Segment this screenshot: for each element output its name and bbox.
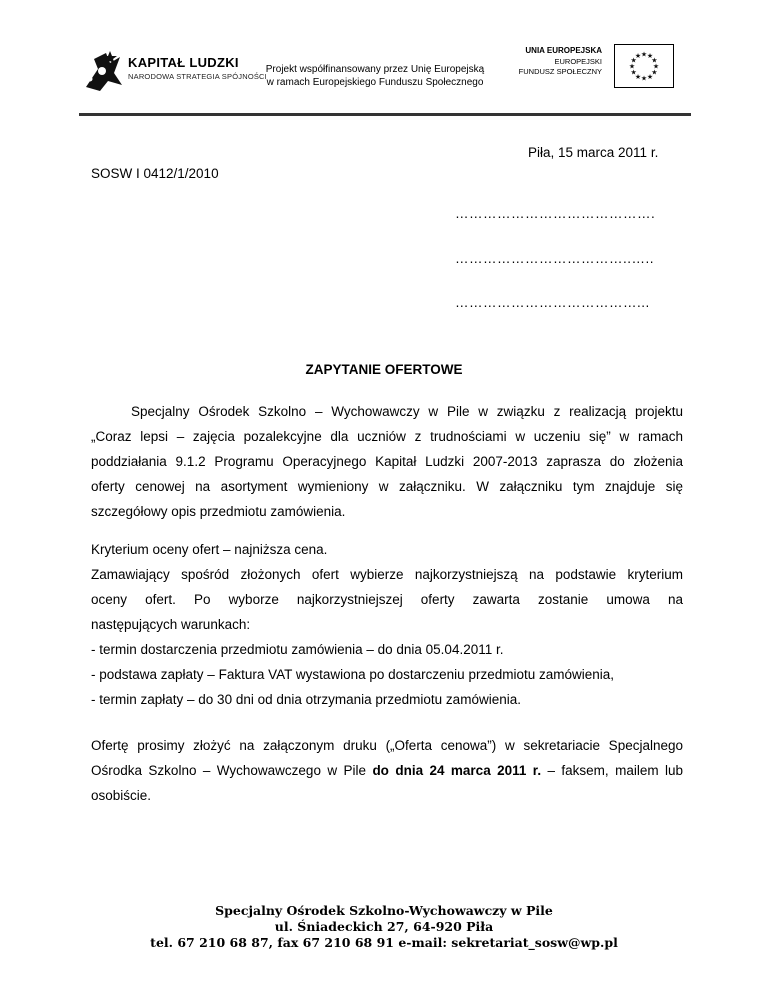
project-line-2: w ramach Europejskiego Funduszu Społecznego — [266, 77, 484, 88]
condition-item: - termin dostarczenia przedmiotu zamówienia – do dnia 05.04.2011 r. — [91, 642, 504, 657]
footer-institution: Specjalny Ośrodek Szkolno-Wychowawczy w Pile — [215, 903, 553, 918]
logo-subtitle: NARODOWA STRATEGIA SPÓJNOŚCI — [128, 72, 267, 81]
deadline-date: do dnia 24 marca 2011 r. — [372, 763, 542, 778]
eu-star-icon: ★ — [651, 57, 658, 65]
address-line-1: ……………………………………. — [455, 206, 656, 221]
logo-title: KAPITAŁ LUDZKI — [128, 55, 239, 70]
paragraph-intro — [91, 399, 683, 524]
paragraph-submission — [91, 733, 683, 808]
header-divider — [79, 113, 691, 116]
eu-star-icon: ★ — [646, 73, 654, 81]
eu-star-icon: ★ — [634, 73, 642, 81]
eu-line-2: EUROPEJSKI — [554, 56, 602, 66]
kapital-ludzki-logo-icon — [80, 47, 124, 93]
paragraph-line: Ofertę prosimy złożyć na załączonym druku („Oferta cenowa”) w sekretariacie Specjalnego — [91, 738, 683, 753]
paragraph-line-deadline — [91, 758, 683, 783]
eu-star-icon: ★ — [630, 57, 637, 65]
paragraph-line: oceny ofert. Po wyborze najkorzystniejszej oferty zawarta zostanie umowa na — [91, 592, 683, 607]
document-title: ZAPYTANIE OFERTOWE — [305, 362, 463, 377]
project-cofinanced-note — [255, 63, 495, 89]
eu-flag-icon — [614, 44, 674, 88]
paragraph-line: osobiście. — [91, 788, 152, 803]
eu-star-icon: ★ — [640, 51, 648, 59]
reference-number: SOSW I 0412/1/2010 — [91, 166, 219, 181]
paragraph-line: „Coraz lepsi – zajęcia pozalekcyjne dla uczniów z trudnościami w uczeniu się” w ramach — [91, 429, 683, 444]
footer-address: ul. Śniadeckich 27, 64-920 Piła — [274, 919, 494, 934]
eu-line-3: FUNDUSZ SPOŁECZNY — [518, 67, 602, 76]
paragraph-criteria — [91, 537, 683, 712]
paragraph-line: następujących warunkach: — [91, 617, 251, 632]
condition-item: - podstawa zapłaty – Faktura VAT wystawiona po dostarczeniu przedmiotu zamówienia, — [91, 667, 615, 682]
eu-star-icon: ★ — [634, 53, 642, 61]
eu-star-icon: ★ — [646, 53, 654, 61]
paragraph-line: szczegółowy opis przedmiotu zamówienia. — [91, 504, 346, 519]
eu-star-icon: ★ — [628, 63, 636, 71]
paragraph-line: Specjalny Ośrodek Szkolno – Wychowawczy w Pile w związku z realizacją projektu — [131, 404, 683, 419]
paragraph-line: poddziałania 9.1.2 Programu Operacyjnego Kapitał Ludzki 2007-2013 zaprasza do złożenia — [91, 454, 683, 469]
footer-phone-email: tel. 67 210 68 87, fax 67 210 68 91 e-mail: sekretariat_sosw@wp.pl — [150, 935, 618, 950]
deadline-suffix: – faksem, mailem lub — [541, 763, 684, 778]
letter-date: Piła, 15 marca 2011 r. — [528, 145, 659, 160]
eu-star-icon: ★ — [651, 69, 658, 77]
eu-star-icon: ★ — [652, 63, 660, 71]
address-line-2: ………………………………..….. — [455, 251, 655, 266]
condition-item: - termin zapłaty – do 30 dni od dnia otrzymania przedmiotu zamówienia. — [91, 692, 521, 707]
eu-label — [512, 46, 602, 78]
eu-star-icon: ★ — [640, 75, 648, 83]
address-line-3: …………………………………... — [455, 295, 650, 310]
footer-contact — [0, 903, 768, 951]
deadline-prefix: Ośrodka Szkolno – Wychowawczego w Pile — [91, 763, 373, 778]
eu-star-icon: ★ — [630, 69, 637, 77]
paragraph-line: Zamawiający spośród złożonych ofert wybierze najkorzystniejszą na podstawie kryterium — [91, 567, 683, 582]
paragraph-line: Kryterium oceny ofert – najniższa cena. — [91, 542, 328, 557]
project-line-1: Projekt współfinansowany przez Unię Europejską — [265, 64, 485, 75]
paragraph-line: oferty cenowej na asortyment wymieniony w załączniku. W załączniku tym znajduje się — [91, 479, 683, 494]
eu-line-1: UNIA EUROPEJSKA — [525, 46, 602, 55]
